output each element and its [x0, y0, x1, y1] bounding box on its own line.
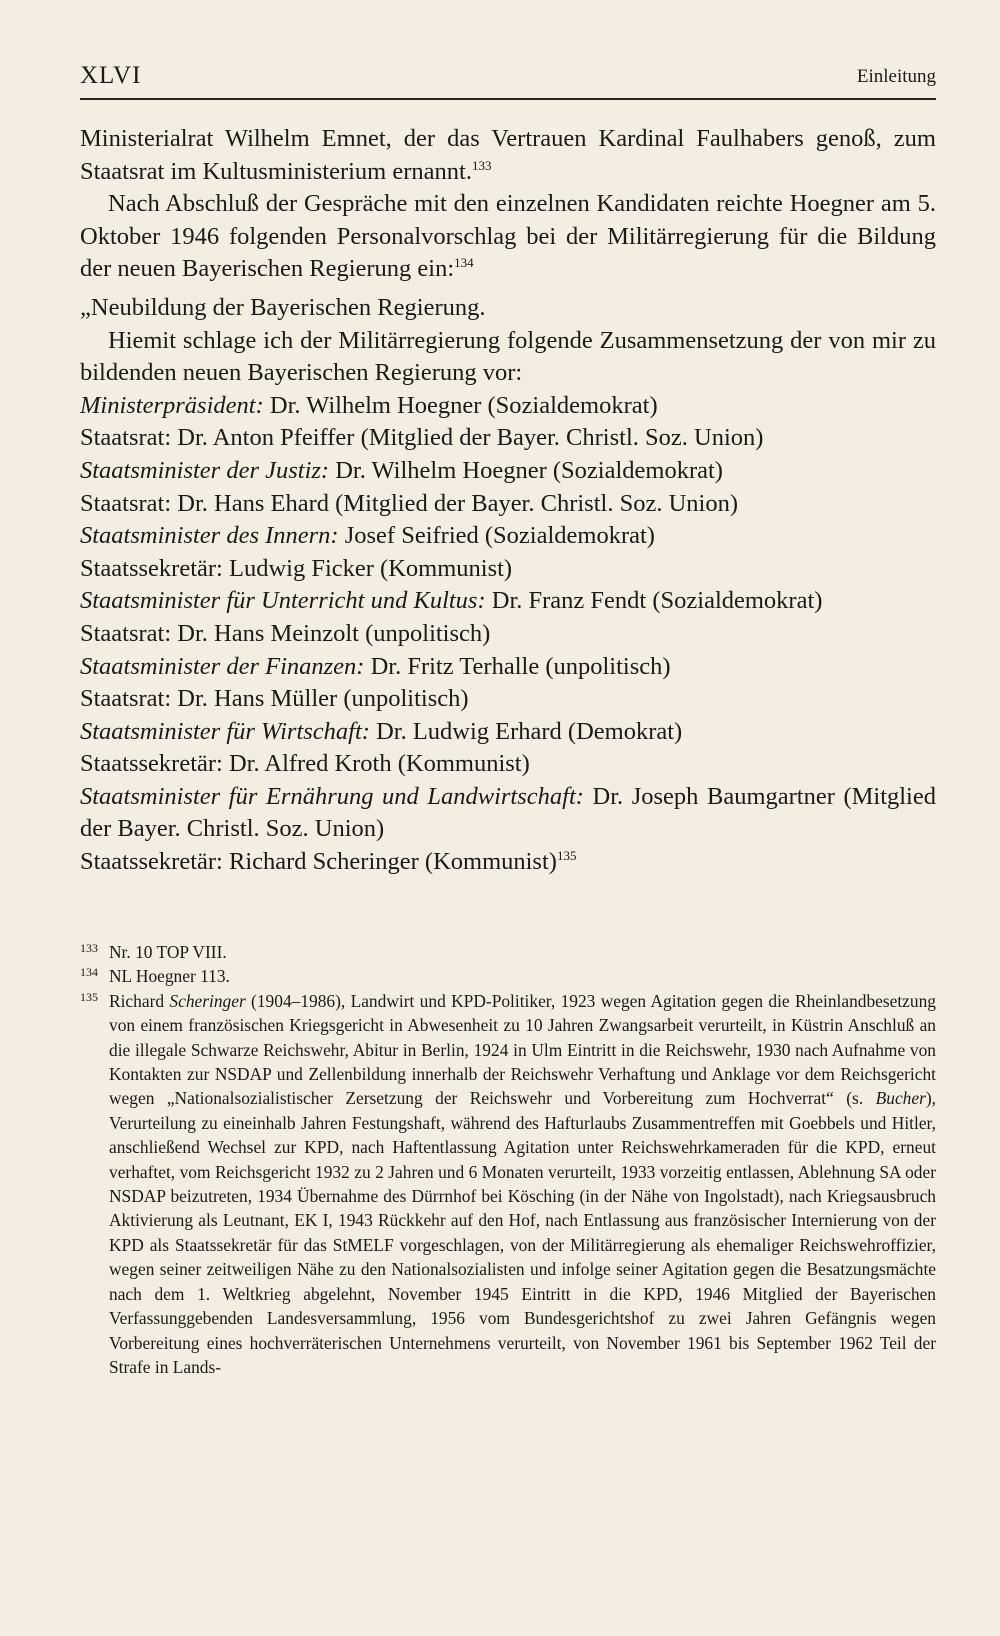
cabinet-line: Staatssekretär: Richard Scheringer (Kommunist)$^{135}$: [80, 847, 577, 876]
citation: Bucher: [875, 1088, 926, 1109]
cabinet-line: Ministerpräsident: Dr. Wilhelm Hoegner (Sozialdemokrat): [80, 391, 658, 419]
cabinet-line: Staatsminister der Finanzen: Dr. Fritz Terhalle (unpolitisch): [80, 652, 671, 680]
cabinet-role: Staatsminister für Wirtschaft:: [80, 717, 370, 745]
cabinet-role: Staatsminister der Finanzen:: [80, 652, 365, 680]
cabinet-role: Staatsminister für Unterricht und Kultus:: [80, 587, 486, 615]
footnote: 135 Richard Scheringer (1904–1986), Landwirt und KPD-Politiker, 1923 wegen Agitation gegen die Rheinlandbesetzung von einem französischen Kriegsgericht in Abwesenheit zu 10 Jahren Zwangsarbeit verurteilt, in Küstrin Anschluß an die illegale Schwarze Reichswehr, Abitur in Berlin, 1924 in Ulm Eintritt in die Reichswehr, 1930 nach Aufnahme von Kontakten zur NSDAP und Zellenbildung innerhalb der Reichswehr Verhaftung und Anklage vor dem Reichsgericht wegen „Nationalsozialistischer Zersetzung der Reichswehr und Vorbereitung zum Hochverrat“ (s. Bucher), Verurteilung zu eineinhalb Jahren Festungshaft, während des Hafturlaubs Zusammentreffen mit Goebbels und Hitler, anschließend Wechsel zur KPD, nach Haftentlassung Agitation unter Reichswehrkameraden für die KPD, erneut verhaftet, vom Reichsgericht 1932 zu 2 Jahren und 6 Monaten verurteilt, 1933 vorzeitig entlassen, Ablehnung SA oder NSDAP beizutreten, 1934 Übernahme des Dürrnhof bei Kösching (in der Nähe von Ingolstadt), nach Kriegsausbruch Aktivierung als Leutnant, EK I, 1943 Rückkehr auf den Hof, nach Entlassung aus französischer Internierung von der KPD als Staatssekretär für das StMELF vorgeschlagen, von der Militärregierung als ehemaliger Reichswehroffizier, wegen seiner zeitweiligen Nähe zu den Nationalsozialisten und infolge seiner Agitation gegen die Besatzungsmächte nach dem 1. Weltkrieg abgelehnt, November 1945 Eintritt in die KPD, 1946 Mitglied der Bayerischen Verfassunggebenden Landesversammlung, 1956 vom Bundesgerichtshof zu zwei Jahren Gefängnis wegen Vorbereitung eines hochverräterischen Unternehmens verurteilt, von November 1961 bis September 1962 Teil der Strafe in Lands-: [80, 989, 936, 1377]
footnote-reference[interactable]: 134: [454, 255, 474, 271]
cabinet-line: Staatssekretär: Ludwig Ficker (Kommunist): [80, 554, 513, 582]
quote-title: „Neubildung der Bayerischen Regierung.: [80, 293, 486, 321]
cabinet-role: Staatsminister für Ernährung und Landwirtschaft:: [80, 782, 584, 810]
page-header: [80, 58, 936, 100]
footnote-number: 133: [80, 941, 98, 955]
cabinet-role: Ministerpräsident:: [80, 391, 264, 419]
cabinet-role: Staatsminister der Justiz:: [80, 456, 330, 484]
cabinet-line: Staatsrat: Dr. Hans Müller (unpolitisch): [80, 685, 469, 713]
cabinet-role: Staatsminister des Innern:: [80, 522, 339, 550]
footnote: 134 NL Hoegner 113.: [80, 965, 230, 987]
footnote: 133 Nr. 10 TOP VIII.: [80, 941, 227, 962]
paragraph: Nach Abschluß der Gespräche mit den einzelnen Kandidaten reichte Hoegner am 5. Oktober 1946 folgenden Personalvorschlag bei der Militärregierung für die Bildung der neuen Bayerischen Regierung ein:$^{134}$: [80, 190, 936, 283]
paragraph: Ministerialrat Wilhelm Emnet, der das Vertrauen Kardinal Faulhabers genoß, zum Staatsrat im Kultusministerium ernannt.$^{133}$: [80, 125, 936, 185]
page-number: XLVI: [80, 62, 142, 89]
cabinet-line: Staatsrat: Dr. Anton Pfeiffer (Mitglied der Bayer. Christl. Soz. Union): [80, 424, 764, 452]
cabinet-line: Staatsminister der Justiz: Dr. Wilhelm Hoegner (Sozialdemokrat): [80, 456, 723, 484]
person-name: Scheringer: [169, 990, 246, 1011]
cabinet-line: Staatsrat: Dr. Hans Meinzolt (unpolitisch): [80, 619, 491, 647]
footnote-number: 134: [80, 965, 98, 980]
cabinet-line: Staatsminister des Innern: Josef Seifried (Sozialdemokrat): [80, 522, 655, 550]
cabinet-line: Staatsminister für Unterricht und Kultus: Dr. Franz Fendt (Sozialdemokrat): [80, 587, 823, 615]
footnotes: [80, 940, 936, 1379]
cabinet-line: Staatsrat: Dr. Hans Ehard (Mitglied der Bayer. Christl. Soz. Union): [80, 489, 738, 517]
running-title: Einleitung: [856, 66, 936, 87]
main-text: [80, 123, 936, 879]
cabinet-line: Staatssekretär: Dr. Alfred Kroth (Kommunist): [80, 750, 530, 778]
cabinet-line: Staatsminister für Wirtschaft: Dr. Ludwig Erhard (Demokrat): [80, 717, 683, 745]
cabinet-line: Staatsminister für Ernährung und Landwirtschaft: Dr. Joseph Baumgartner (Mitglied der Bayer. Christl. Soz. Union): [80, 782, 936, 843]
quote-intro: Hiemit schlage ich der Militärregierung folgende Zusammensetzung der von mir zu bildenden neuen Bayerischen Regierung vor:: [80, 326, 936, 387]
footnote-number: 135: [80, 989, 98, 1004]
footnote-reference[interactable]: 135: [556, 847, 577, 863]
footnote-reference[interactable]: 133: [471, 157, 492, 173]
